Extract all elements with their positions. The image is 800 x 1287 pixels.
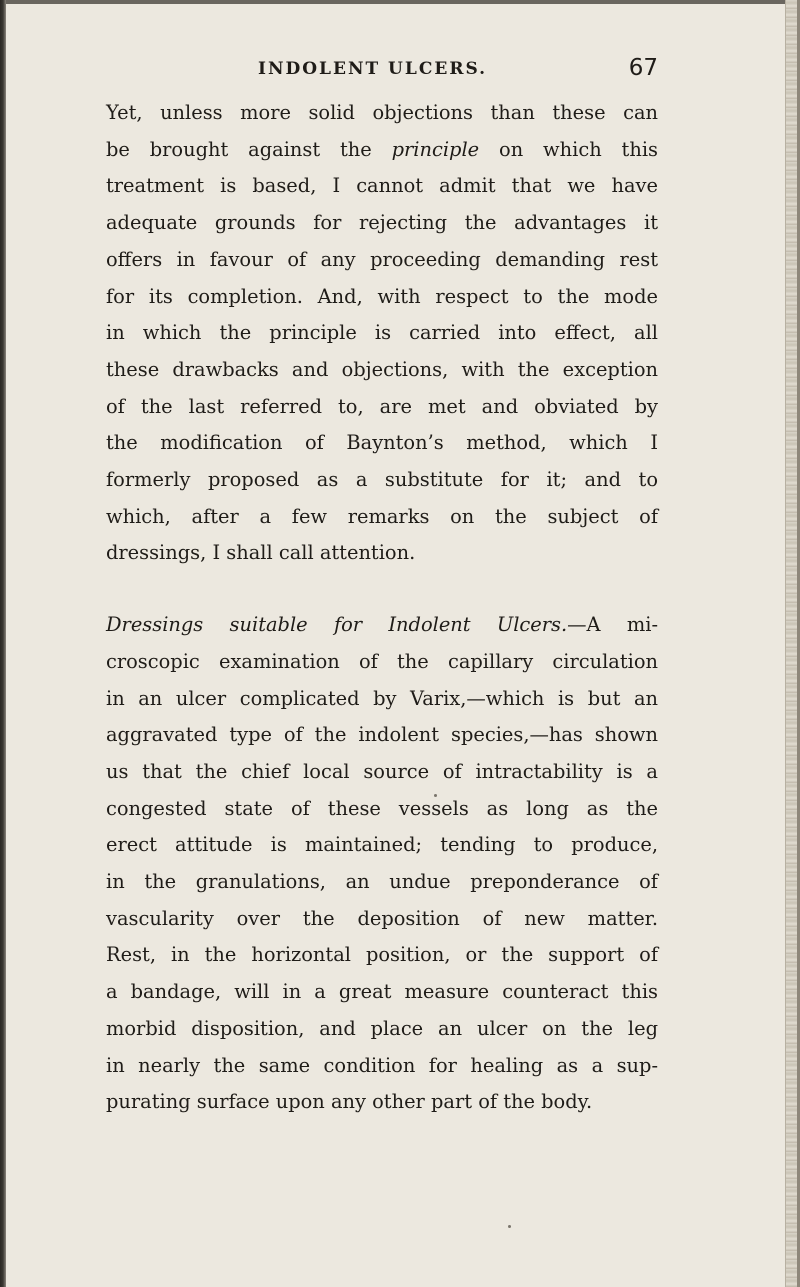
text-line: us that the chief local source of intractability is a: [106, 759, 658, 783]
paragraph-1: [106, 95, 658, 572]
text-line: offers in favour of any proceeding demanding rest: [106, 247, 658, 271]
italic-word: principle: [391, 137, 480, 161]
text-line: in the granulations, an undue preponderance of: [106, 870, 658, 894]
text-line: the modification of Baynton’s method, which I: [106, 431, 658, 455]
text-line: formerly proposed as a substitute for it; and to: [106, 468, 658, 492]
text-line: erect attitude is maintained; tending to produce,: [106, 833, 658, 857]
text-line: in which the principle is carried into effect, all: [106, 321, 658, 345]
text-line: a bandage, will in a great measure counteract this: [106, 980, 658, 1004]
text-line: treatment is based, I cannot admit that we have: [106, 174, 658, 198]
text-line: croscopic examination of the capillary circulation: [106, 649, 658, 673]
text-line: Rest, in the horizontal position, or the support of: [106, 943, 658, 967]
text-line: in an ulcer complicated by Varix,—which is but an: [106, 686, 658, 710]
print-speck: [434, 794, 437, 797]
text-line: morbid disposition, and place an ulcer on the leg: [106, 1016, 658, 1040]
book-page: [106, 55, 658, 1121]
print-speck: [508, 1225, 511, 1228]
scan-binding-shadow: [0, 0, 6, 1287]
scan-top-edge: [0, 0, 800, 4]
text-line: dressings, I shall call attention.: [106, 541, 416, 565]
page-number: 67: [628, 55, 658, 81]
running-title: INDOLENT ULCERS.: [258, 59, 488, 79]
text-fragment: —A mi-: [567, 613, 659, 637]
text-line: Yet, unless more solid objections than these can: [106, 101, 658, 124]
text-line: congested state of these vessels as long as the: [106, 796, 658, 820]
text-line: which, after a few remarks on the subject of: [106, 504, 658, 528]
text-line: adequate grounds for rejecting the advantages it: [106, 211, 658, 235]
text-line-with-heading: [106, 607, 658, 644]
text-line: aggravated type of the indolent species,—has shown: [106, 723, 658, 747]
text-line: in nearly the same condition for healing as a sup-: [106, 1053, 658, 1077]
text-line: for its completion. And, with respect to the mode: [106, 284, 658, 308]
text-line: these drawbacks and objections, with the exception: [106, 357, 658, 381]
text-line: vascularity over the deposition of new matter.: [106, 906, 658, 930]
text-fragment: be brought against the: [106, 137, 392, 161]
text-line: of the last referred to, are met and obviated by: [106, 394, 658, 418]
paragraph-2: [106, 607, 658, 1121]
text-line: purating surface upon any other part of the body.: [106, 1090, 593, 1114]
page-header: [106, 55, 658, 95]
section-heading: Dressings suitable for Indolent Ulcers.: [106, 613, 568, 637]
text-fragment: on which this: [479, 137, 658, 161]
text-line-with-italic: [106, 132, 658, 169]
